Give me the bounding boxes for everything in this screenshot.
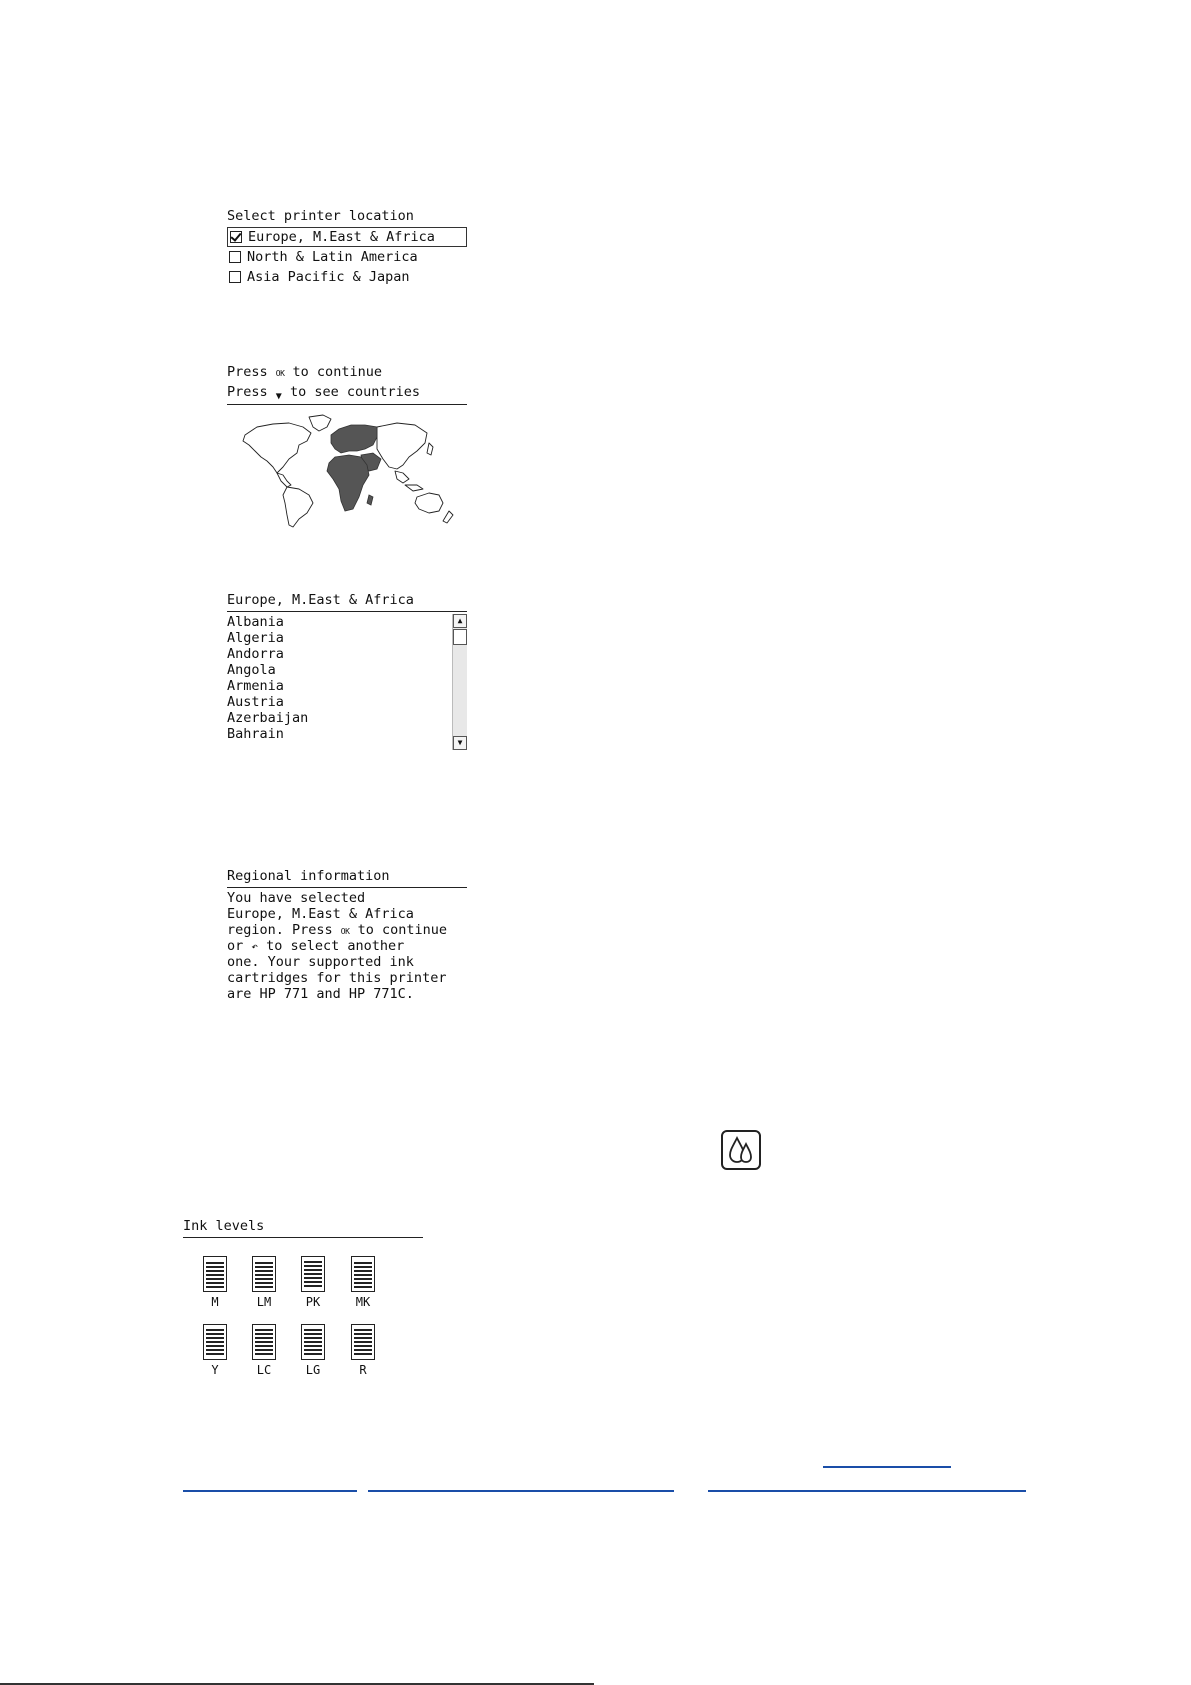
ink-level-fill	[206, 1329, 224, 1358]
regional-line: are HP 771 and HP 771C.	[227, 986, 414, 1002]
ink-level-fill	[304, 1261, 322, 1290]
ink-drops-icon	[721, 1130, 761, 1170]
country-list[interactable]	[227, 611, 467, 750]
world-map	[227, 407, 467, 529]
ink-level-fill	[255, 1329, 273, 1358]
ink-cartridge	[195, 1256, 235, 1310]
map-se-asia	[395, 471, 409, 483]
regional-text: or	[227, 938, 252, 954]
map-new-zealand	[443, 511, 453, 523]
country-item[interactable]: Bahrain	[227, 726, 284, 742]
country-item[interactable]: Austria	[227, 694, 284, 710]
country-item[interactable]: Angola	[227, 662, 276, 678]
map-japan	[427, 443, 433, 455]
ink-cartridge-label: LG	[305, 1363, 321, 1377]
option-asia[interactable]	[227, 267, 467, 287]
back-arrow-icon: ↶	[251, 940, 259, 953]
map-south-america	[283, 487, 313, 527]
ink-cartridge-body	[351, 1256, 375, 1292]
printer-location-screen	[227, 208, 467, 287]
map-africa-highlighted	[327, 455, 369, 511]
location-screen-title: Select printer location	[227, 208, 414, 224]
ink-level-fill	[354, 1329, 372, 1358]
option-europe[interactable]	[227, 227, 467, 247]
scrollbar-thumb[interactable]	[453, 629, 467, 645]
map-madagascar-highlighted	[367, 495, 373, 505]
regional-info-screen	[227, 868, 467, 1002]
checkbox-empty-icon[interactable]	[229, 271, 241, 283]
scrollbar[interactable]	[452, 614, 467, 750]
hyperlink-3[interactable]	[368, 1490, 674, 1492]
ink-cartridge-body	[301, 1324, 325, 1360]
ink-cartridge-label: Y	[211, 1363, 219, 1377]
regional-line: Europe, M.East & Africa	[227, 906, 414, 922]
regional-line	[227, 938, 467, 954]
hyperlink-1[interactable]	[823, 1466, 951, 1468]
ink-cartridge	[244, 1256, 284, 1310]
checkbox-empty-icon[interactable]	[229, 251, 241, 263]
ink-cartridge-label: LM	[256, 1295, 272, 1309]
countries-instruction	[227, 384, 467, 405]
regional-line	[227, 922, 467, 938]
ink-drops-icon-graphic	[723, 1132, 759, 1168]
country-item[interactable]: Armenia	[227, 678, 284, 694]
ink-cartridge-label: LC	[256, 1363, 272, 1377]
map-central-america	[277, 473, 291, 487]
scroll-down-arrow-icon[interactable]: ▼	[453, 736, 467, 750]
regional-text: region. Press	[227, 922, 341, 938]
country-item[interactable]: Albania	[227, 614, 284, 630]
continue-instruction	[227, 364, 467, 382]
ink-cartridge-label: MK	[355, 1295, 371, 1309]
instruction-text: to see countries	[281, 384, 420, 400]
ink-cartridge	[293, 1256, 333, 1310]
regional-line: You have selected	[227, 890, 366, 906]
ink-screen-title: Ink levels	[183, 1218, 423, 1238]
map-europe-highlighted	[331, 425, 377, 453]
ink-cartridge-label: M	[211, 1295, 219, 1309]
ink-cartridge	[343, 1256, 383, 1310]
countries-screen-title: Europe, M.East & Africa	[227, 592, 414, 608]
instruction-text: to continue	[284, 364, 382, 380]
scroll-up-arrow-icon[interactable]: ▲	[453, 614, 467, 628]
country-item[interactable]: Azerbaijan	[227, 710, 309, 726]
down-arrow-icon: ▼	[275, 391, 282, 402]
ink-cartridge	[293, 1324, 333, 1378]
map-greenland	[309, 415, 331, 431]
ink-cartridge-body	[252, 1256, 276, 1292]
ink-level-fill	[354, 1262, 372, 1289]
ink-level-fill	[206, 1262, 224, 1289]
ink-levels-screen	[183, 1216, 423, 1388]
hyperlink-4[interactable]	[708, 1490, 1026, 1492]
regional-info-body	[227, 887, 467, 1002]
ok-button-icon: OK	[340, 927, 350, 936]
ink-cartridge-grid	[183, 1238, 423, 1388]
map-australia	[415, 493, 443, 513]
option-americas[interactable]	[227, 247, 467, 267]
country-item[interactable]: Andorra	[227, 646, 284, 662]
regional-line: cartridges for this printer	[227, 970, 447, 986]
country-item[interactable]: Algeria	[227, 630, 284, 646]
map-indonesia	[405, 485, 423, 491]
option-label: Europe, M.East & Africa	[248, 229, 435, 245]
ink-cartridge	[195, 1324, 235, 1378]
ink-level-fill	[255, 1262, 273, 1289]
ink-level-fill	[304, 1329, 322, 1358]
country-list-screen	[227, 592, 467, 750]
footer-rule	[0, 1683, 594, 1685]
ok-button-icon: OK	[275, 369, 285, 378]
ink-cartridge-body	[203, 1256, 227, 1292]
option-label: North & Latin America	[247, 249, 418, 265]
regional-line: one. Your supported ink	[227, 954, 414, 970]
map-north-america	[243, 423, 311, 473]
map-east-asia	[377, 423, 427, 469]
ink-cartridge-body	[351, 1324, 375, 1360]
ink-cartridge-label: PK	[305, 1295, 321, 1309]
ink-cartridge-body	[301, 1256, 325, 1292]
option-label: Asia Pacific & Japan	[247, 269, 410, 285]
instruction-text: Press	[227, 364, 276, 380]
instruction-text: Press	[227, 384, 276, 400]
ink-cartridge	[343, 1324, 383, 1378]
hyperlink-2[interactable]	[183, 1490, 357, 1492]
checkbox-checked-icon[interactable]	[230, 231, 242, 243]
region-map-screen	[227, 364, 467, 529]
ink-cartridge-body	[203, 1324, 227, 1360]
ink-cartridge-label: R	[359, 1363, 367, 1377]
ink-cartridge-body	[252, 1324, 276, 1360]
regional-screen-title: Regional information	[227, 868, 390, 884]
ink-cartridge	[244, 1324, 284, 1378]
regional-text: to continue	[349, 922, 447, 938]
regional-text: to select another	[258, 938, 405, 954]
